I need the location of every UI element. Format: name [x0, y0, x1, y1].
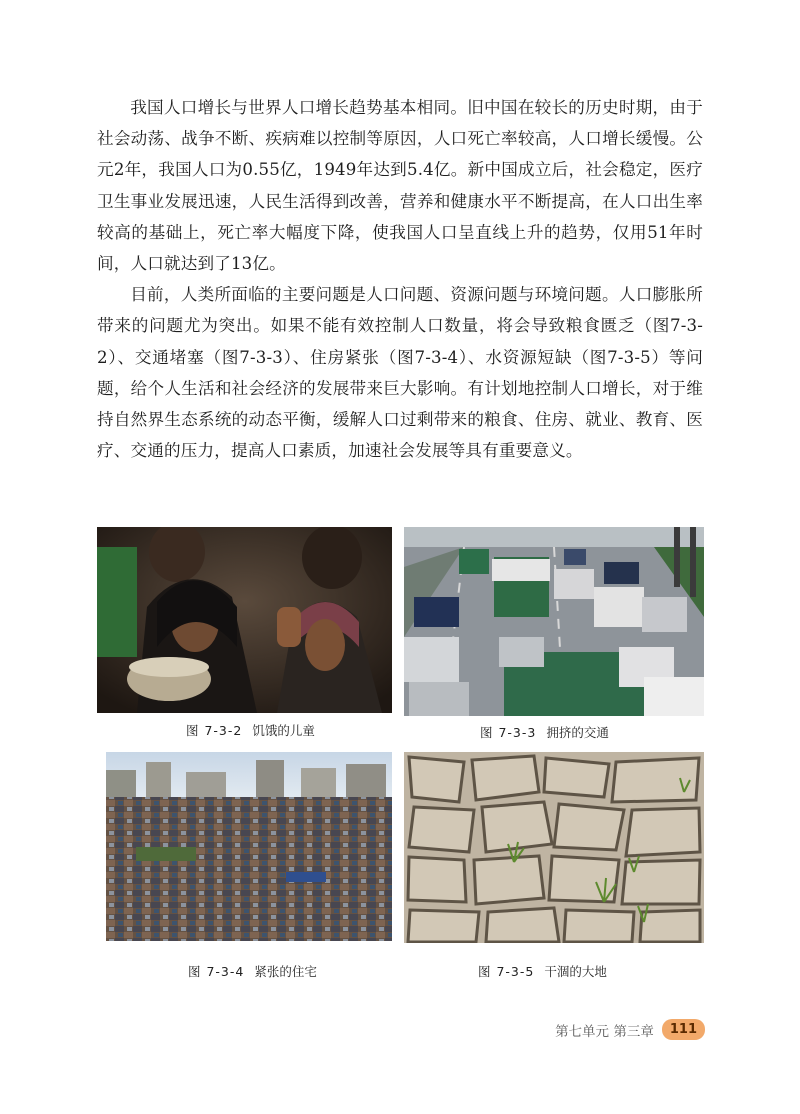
paragraph-2: 目前，人类所面临的主要问题是人口问题、资源问题与环境问题。人口膨胀所带来的问题尤为突出。如果不能有效控制人口数量，将会导致粮食匮乏（图7-3-2）、交通堵塞（图7-3-3）、住房紧张（图7-3-4）、水资源短缺（图7-3-5）等问题，给个人生活和社会经济的发展带来巨大影响。有计划地控制人口增长，对于维持自然界生态系统的动态平衡，缓解人口过剩带来的粮食、住房、就业、教育、医疗、交通的压力，提高人口素质，加速社会发展等具有重要意义。: [97, 285, 703, 461]
caption-number: 图 7-3-4: [188, 964, 245, 979]
page-number: 111: [662, 1019, 705, 1040]
chapter-label: 第七单元 第三章: [555, 1023, 654, 1040]
caption-title: 干涸的大地: [544, 964, 607, 979]
caption-fig-7-3-5: [478, 962, 607, 980]
photo-cracked-land: [404, 752, 704, 943]
photo-crowded-housing: [106, 752, 392, 941]
caption-fig-7-3-3: [480, 723, 609, 741]
page-footer: [555, 1019, 705, 1040]
caption-fig-7-3-2: [186, 721, 315, 739]
caption-number: 图 7-3-5: [478, 964, 535, 979]
photo-hungry-children: [97, 527, 392, 713]
body-text: [97, 92, 703, 466]
photo-congested-traffic: [404, 527, 704, 716]
caption-fig-7-3-4: [188, 962, 317, 980]
caption-number: 图 7-3-2: [186, 723, 243, 738]
caption-title: 饥饿的儿童: [252, 723, 315, 738]
paragraph-1: 我国人口增长与世界人口增长趋势基本相同。旧中国在较长的历史时期，由于社会动荡、战争不断、疾病难以控制等原因，人口死亡率较高，人口增长缓慢。公元2年，我国人口为0.55亿，1949年达到5.4亿。新中国成立后，社会稳定，医疗卫生事业发展迅速，人民生活得到改善，营养和健康水平不断提高，在人口出生率较高的基础上，死亡率大幅度下降，使我国人口呈直线上升的趋势，仅用51年时间，人口就达到了13亿。: [97, 98, 703, 274]
caption-title: 拥挤的交通: [546, 725, 609, 740]
caption-number: 图 7-3-3: [480, 725, 537, 740]
caption-title: 紧张的住宅: [254, 964, 317, 979]
